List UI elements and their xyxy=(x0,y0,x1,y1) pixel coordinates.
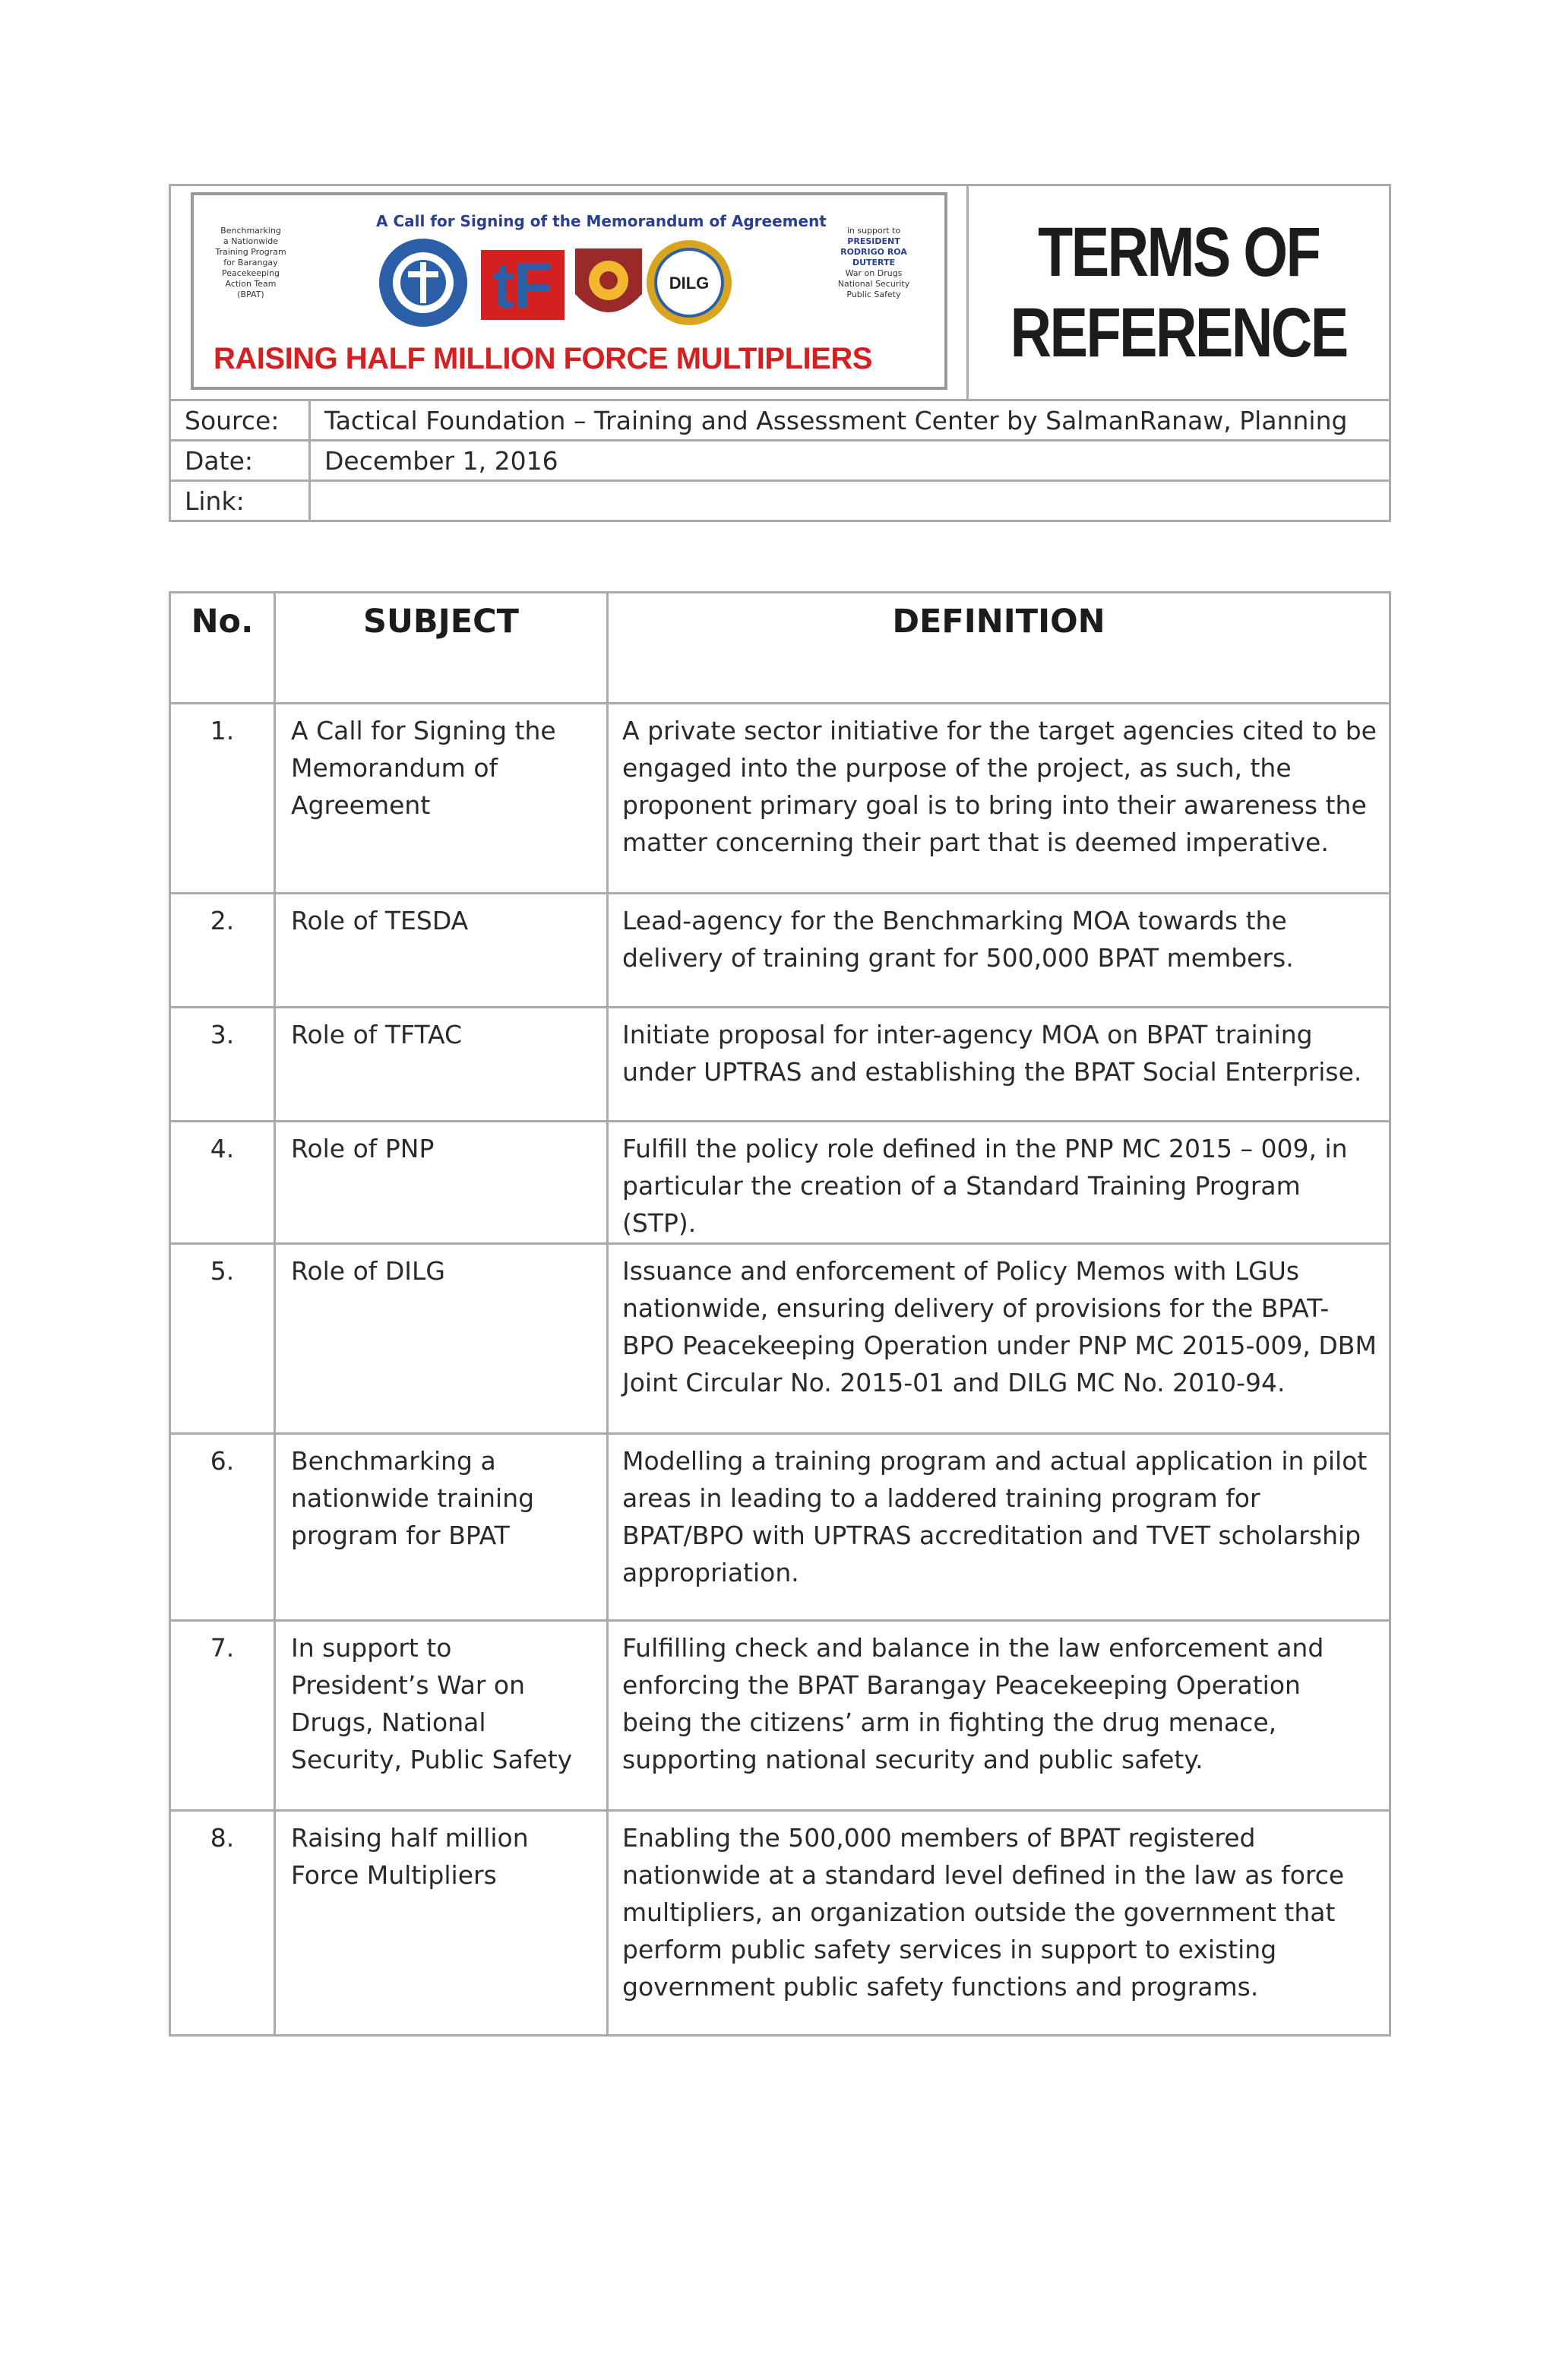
meta-value: December 1, 2016 xyxy=(310,441,1390,481)
row-definition: Lead-agency for the Benchmarking MOA towards the delivery of training grant for 500,000 BPAT members. xyxy=(608,894,1390,1008)
meta-value xyxy=(310,481,1390,521)
table-row xyxy=(170,894,1390,1008)
svg-text:DILG: DILG xyxy=(669,274,710,293)
pnp-seal-logo xyxy=(575,248,642,312)
banner-slogan: RAISING HALF MILLION FORCE MULTIPLIERS xyxy=(213,342,872,375)
definitions-table xyxy=(169,591,1391,2037)
table-row xyxy=(170,1244,1390,1434)
row-subject: Role of DILG xyxy=(275,1244,608,1434)
table-row xyxy=(170,704,1390,894)
row-number: 1. xyxy=(170,704,275,894)
table-row xyxy=(170,1008,1390,1122)
tf-logo xyxy=(481,250,565,321)
meta-label: Source: xyxy=(170,400,310,441)
banner-logos xyxy=(376,233,771,332)
meta-row-link xyxy=(170,481,1390,521)
meta-row-date xyxy=(170,441,1390,481)
meta-label: Link: xyxy=(170,481,310,521)
table-header-row xyxy=(170,593,1390,704)
row-number: 2. xyxy=(170,894,275,1008)
row-definition: Modelling a training program and actual application in pilot areas in leading to a laddered training program for BPAT/BPO with UPTRAS accreditation and TVET scholarship appropriation. xyxy=(608,1434,1390,1621)
meta-row-source xyxy=(170,400,1390,441)
row-subject: Role of TFTAC xyxy=(275,1008,608,1122)
row-subject: Raising half million Force Multipliers xyxy=(275,1811,608,2036)
meta-label: Date: xyxy=(170,441,310,481)
row-subject: A Call for Signing the Memorandum of Agreement xyxy=(275,704,608,894)
header-table xyxy=(169,184,1391,401)
row-subject: Benchmarking a nationwide training program for BPAT xyxy=(275,1434,608,1621)
header-subject: SUBJECT xyxy=(275,593,608,704)
row-number: 3. xyxy=(170,1008,275,1122)
meta-table xyxy=(169,399,1391,522)
table-row xyxy=(170,1811,1390,2036)
row-subject: Role of PNP xyxy=(275,1122,608,1244)
banner-right-caption: in support to PRESIDENT RODRIGO ROA DUTERTE War on Drugs National Security Public Safety xyxy=(837,226,910,299)
row-number: 8. xyxy=(170,1811,275,2036)
table-row xyxy=(170,1434,1390,1621)
row-definition: Issuance and enforcement of Policy Memos with LGUs nationwide, ensuring delivery of provisions for the BPAT-BPO Peacekeeping Operation under PNP MC 2015-009, DBM Joint Circular No. 2015-01 and DILG MC No. 2010-94. xyxy=(608,1244,1390,1434)
row-number: 6. xyxy=(170,1434,275,1621)
dilg-seal-logo xyxy=(647,240,732,325)
table-row xyxy=(170,1621,1390,1811)
row-definition: Initiate proposal for inter-agency MOA on BPAT training under UPTRAS and establishing the BPAT Social Enterprise. xyxy=(608,1008,1390,1122)
table-row xyxy=(170,1122,1390,1244)
title-cell xyxy=(968,185,1390,400)
svg-text:tF: tF xyxy=(492,250,553,321)
banner-left-caption: Benchmarking a Nationwide Training Program for Barangay Peacekeeping Action Team (BPAT) xyxy=(215,226,286,299)
row-definition: Fulfill the policy role defined in the PNP MC 2015 – 009, in particular the creation of a Standard Training Program (STP). xyxy=(608,1122,1390,1244)
row-number: 7. xyxy=(170,1621,275,1811)
header-no: No. xyxy=(170,593,275,704)
header-definition: DEFINITION xyxy=(608,593,1390,704)
row-definition: A private sector initiative for the target agencies cited to be engaged into the purpose of the project, as such, the proponent primary goal is to bring into their awareness the matter concerning their part that is deemed imperative. xyxy=(608,704,1390,894)
row-number: 5. xyxy=(170,1244,275,1434)
document-title: TERMS OF REFERENCE xyxy=(1010,214,1348,372)
banner-cell xyxy=(170,185,968,400)
row-definition: Enabling the 500,000 members of BPAT registered nationwide at a standard level defined in the law as force multipliers, an organization outside the government that perform public safety services in support to existing government public safety functions and programs. xyxy=(608,1811,1390,2036)
meta-value: Tactical Foundation – Training and Assessment Center by SalmanRanaw, Planning xyxy=(310,400,1390,441)
row-subject: In support to President’s War on Drugs, National Security, Public Safety xyxy=(275,1621,608,1811)
row-definition: Fulfilling check and balance in the law enforcement and enforcing the BPAT Barangay Peacekeeping Operation being the citizens’ arm in fighting the drug menace, supporting national security and public safety. xyxy=(608,1621,1390,1811)
banner-image xyxy=(191,192,947,390)
banner-call-title: A Call for Signing of the Memorandum of Agreement xyxy=(376,212,827,230)
tesda-gear-logo xyxy=(379,239,467,327)
row-subject: Role of TESDA xyxy=(275,894,608,1008)
row-number: 4. xyxy=(170,1122,275,1244)
